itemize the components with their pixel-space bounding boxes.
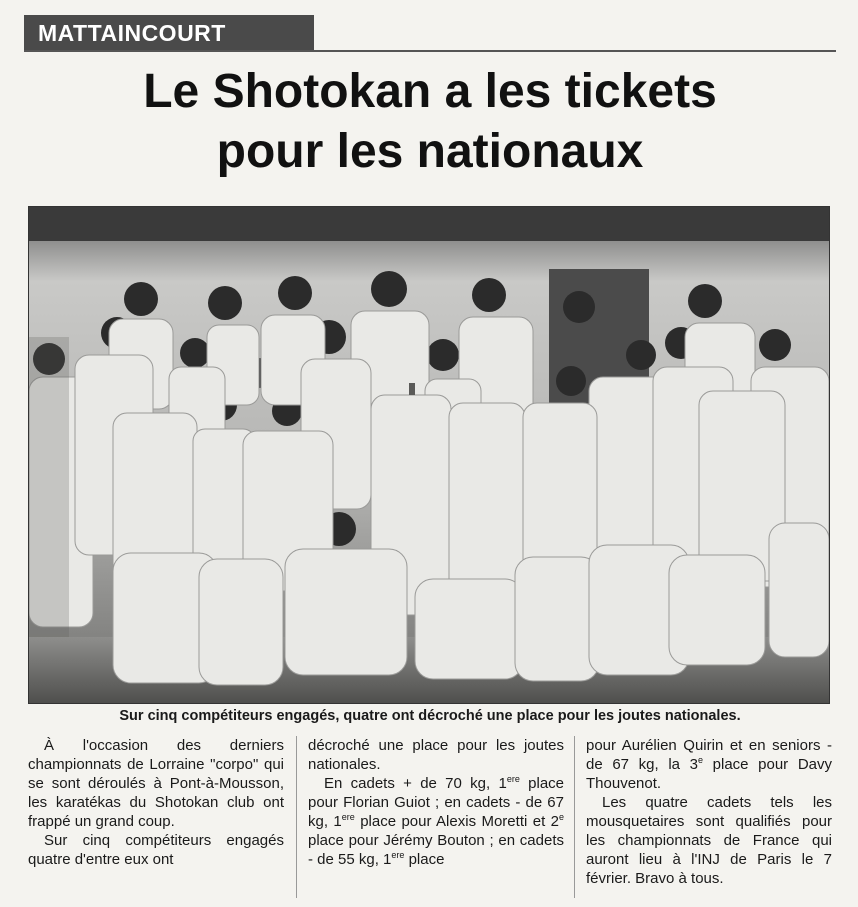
- superscript: e: [558, 812, 564, 822]
- paragraph: [586, 736, 832, 793]
- text-run: place pour Davy Thouvenot.: [586, 756, 832, 792]
- superscript: ere: [506, 774, 520, 784]
- article-column-1: [28, 736, 284, 869]
- superscript: ere: [341, 812, 355, 822]
- article-column-2: [308, 736, 564, 869]
- column-divider: [296, 736, 297, 898]
- text-run: place pour Jérémy Bouton ; en cadets - de 55 kg, 1: [308, 832, 564, 868]
- column-divider: [574, 736, 575, 898]
- section-label: MATTAINCOURT: [24, 15, 314, 51]
- paragraph: [308, 774, 564, 869]
- group-photo: [28, 206, 830, 704]
- header-rule: [24, 50, 836, 52]
- paragraph: décroché une place pour les joutes nationales.: [308, 737, 564, 773]
- text-run: En cadets + de 70 kg, 1: [324, 775, 507, 792]
- text-run: place pour Florian Guiot ; en cadets - de 67 kg, 1: [308, 775, 565, 830]
- text-run: place pour Alexis Moretti et 2: [354, 813, 559, 830]
- paragraph: Les quatre cadets tels les mousquetaires sont qualifiés pour les championnats de France qui auront lieu à l'INJ de Paris le 7 février. Bravo à tous.: [586, 794, 832, 887]
- text-run: pour Aurélien Quirin et en seniors - de 67 kg, la 3: [586, 737, 832, 773]
- paragraph: Sur cinq compétiteurs engagés quatre d'entre eux ont: [28, 832, 284, 868]
- text-run: place: [404, 851, 445, 868]
- superscript: ere: [391, 850, 405, 860]
- photo-caption: Sur cinq compétiteurs engagés, quatre ont décroché une place pour les joutes nationales.: [119, 708, 741, 724]
- headline: [24, 62, 836, 182]
- headline-line-2: pour les nationaux: [216, 125, 644, 178]
- article-column-3: [586, 736, 832, 888]
- group-photo-icon: [29, 207, 829, 703]
- paragraph: À l'occasion des derniers championnats de Lorraine "corpo" qui se sont déroulés à Pont-à-Mousson, les karatékas du Shotokan club ont frappé un grand coup.: [28, 737, 284, 830]
- headline-line-1: Le Shotokan a les tickets: [143, 65, 717, 118]
- superscript: e: [697, 755, 703, 765]
